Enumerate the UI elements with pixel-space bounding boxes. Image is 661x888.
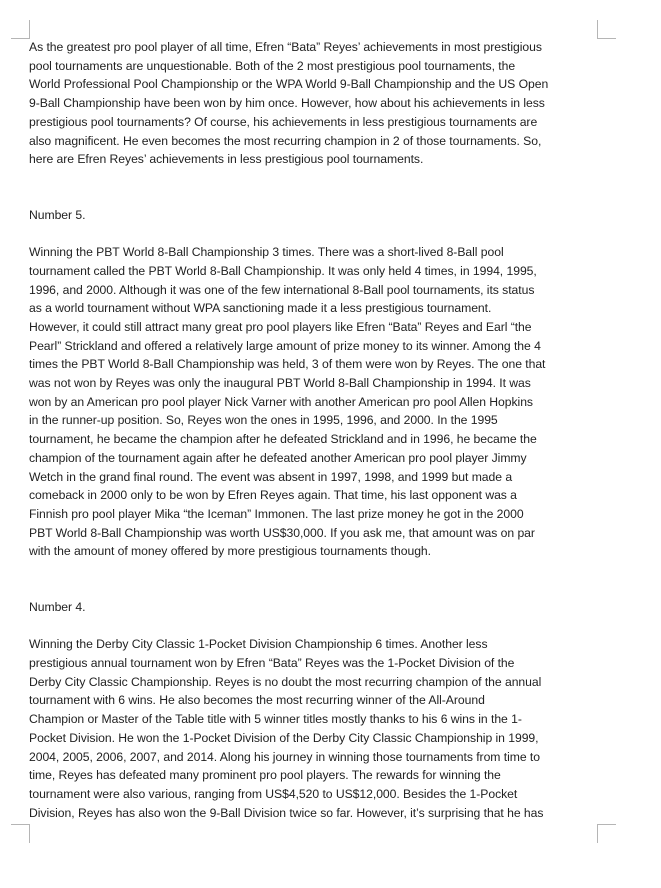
text-line: time, Reyes has defeated many prominent pro pool players. The rewards for winning the	[29, 768, 501, 783]
text-line: Winning the PBT World 8-Ball Championship 3 times. There was a short-lived 8-Ball pool	[29, 245, 504, 260]
text-line: Winning the Derby City Classic 1-Pocket Division Championship 6 times. Another less	[29, 637, 488, 652]
text-line: with the amount of money offered by more prestigious tournaments though.	[29, 544, 431, 559]
page-margin-corner-bottom-left	[11, 824, 30, 843]
text-line: in the runner-up position. So, Reyes won the ones in 1995, 1996, and 2000. In the 1995	[29, 413, 498, 428]
text-line: As the greatest pro pool player of all time, Efren “Bata” Reyes’ achievements in most prestigious	[29, 40, 542, 54]
text-line: Pearl” Strickland and offered a relatively large amount of prize money to its winner. Among the 4	[29, 338, 541, 353]
page-margin-corner-bottom-right	[597, 824, 616, 843]
text-line: tournament, he became the champion after he defeated Strickland and in 1996, he became the	[29, 432, 537, 447]
section-heading-number-5: Number 5.	[29, 207, 86, 222]
text-line: champion of the tournament again after he defeated another American pro pool player Jimmy	[29, 450, 527, 465]
text-line: times the PBT World 8-Ball Championship was held, 3 of them were won by Reyes. The one that	[29, 357, 546, 372]
blank-line	[29, 561, 599, 598]
text-line: However, it could still attract many great pro pool players like Efren “Bata” Reyes and Earl “the	[29, 319, 532, 334]
page-margin-corner-top-right	[597, 20, 616, 39]
text-line: Division, Reyes has also won the 9-Ball Division twice so far. However, it’s surprising that he has	[29, 805, 544, 820]
section-5-paragraph	[29, 243, 599, 561]
text-line: 2004, 2005, 2006, 2007, and 2014. Along his journey in winning those tournaments from time to	[29, 749, 540, 764]
text-line: won by an American pro pool player Nick Varner with another American pro pool Allen Hopkins	[29, 394, 533, 409]
section-4-paragraph	[29, 635, 599, 822]
intro-paragraph	[29, 38, 599, 169]
text-line: Champion or Master of the Table title with 5 winner titles mostly thanks to his 6 wins in the 1-	[29, 712, 522, 727]
text-line: Derby City Classic Championship. Reyes is no doubt the most recurring champion of the annual	[29, 674, 542, 689]
page-margin-corner-top-left	[11, 20, 30, 39]
text-line: here are Efren Reyes’ achievements in less prestigious pool tournaments.	[29, 152, 424, 167]
text-line: prestigious pool tournaments? Of course, his achievements in less prestigious tournaments are	[29, 114, 538, 129]
section-heading-number-4: Number 4.	[29, 600, 86, 615]
text-line: tournament called the PBT World 8-Ball Championship. It was only held 4 times, in 1994, 1995,	[29, 263, 537, 278]
text-line: also magnificent. He even becomes the most recurring champion in 2 of those tournaments. So,	[29, 133, 542, 148]
text-line: 9-Ball Championship have been won by him once. However, how about his achievements in less	[29, 96, 545, 111]
text-line: 1996, and 2000. Although it was one of the few international 8-Ball pool tournaments, its status	[29, 282, 535, 297]
blank-line	[29, 617, 599, 636]
text-line: tournament were also various, ranging from US$4,520 to US$12,000. Besides the 1-Pocket	[29, 786, 518, 801]
text-line: was not won by Reyes was only the inaugural PBT World 8-Ball Championship in 1994. It was	[29, 376, 531, 391]
text-line: World Professional Pool Championship or the WPA World 9-Ball Championship and the US Open	[29, 77, 549, 92]
text-line: comeback in 2000 only to be won by Efren Reyes again. That time, his last opponent was a	[29, 488, 517, 503]
text-line: Pocket Division. He won the 1-Pocket Division of the Derby City Classic Championship in 1999,	[29, 730, 539, 745]
text-line: as a world tournament without WPA sanctioning made it a less prestigious tournament.	[29, 301, 492, 316]
text-line: PBT World 8-Ball Championship was worth US$30,000. If you ask me, that amount was on par	[29, 525, 535, 540]
document-body[interactable]	[29, 38, 599, 822]
text-line: Wetch in the grand final round. The event was absent in 1997, 1998, and 1999 but made a	[29, 469, 513, 484]
text-line: pool tournaments are unquestionable. Both of the 2 most prestigious pool tournaments, the	[29, 58, 516, 73]
blank-line	[29, 225, 599, 244]
text-line: prestigious annual tournament won by Efren “Bata” Reyes was the 1-Pocket Division of the	[29, 655, 515, 670]
text-line: Finnish pro pool player Mika “the Iceman” Immonen. The last prize money he got in the 2000	[29, 506, 524, 521]
blank-line	[29, 169, 599, 206]
text-line: tournament with 6 wins. He also becomes the most recurring winner of the All-Around	[29, 693, 485, 708]
